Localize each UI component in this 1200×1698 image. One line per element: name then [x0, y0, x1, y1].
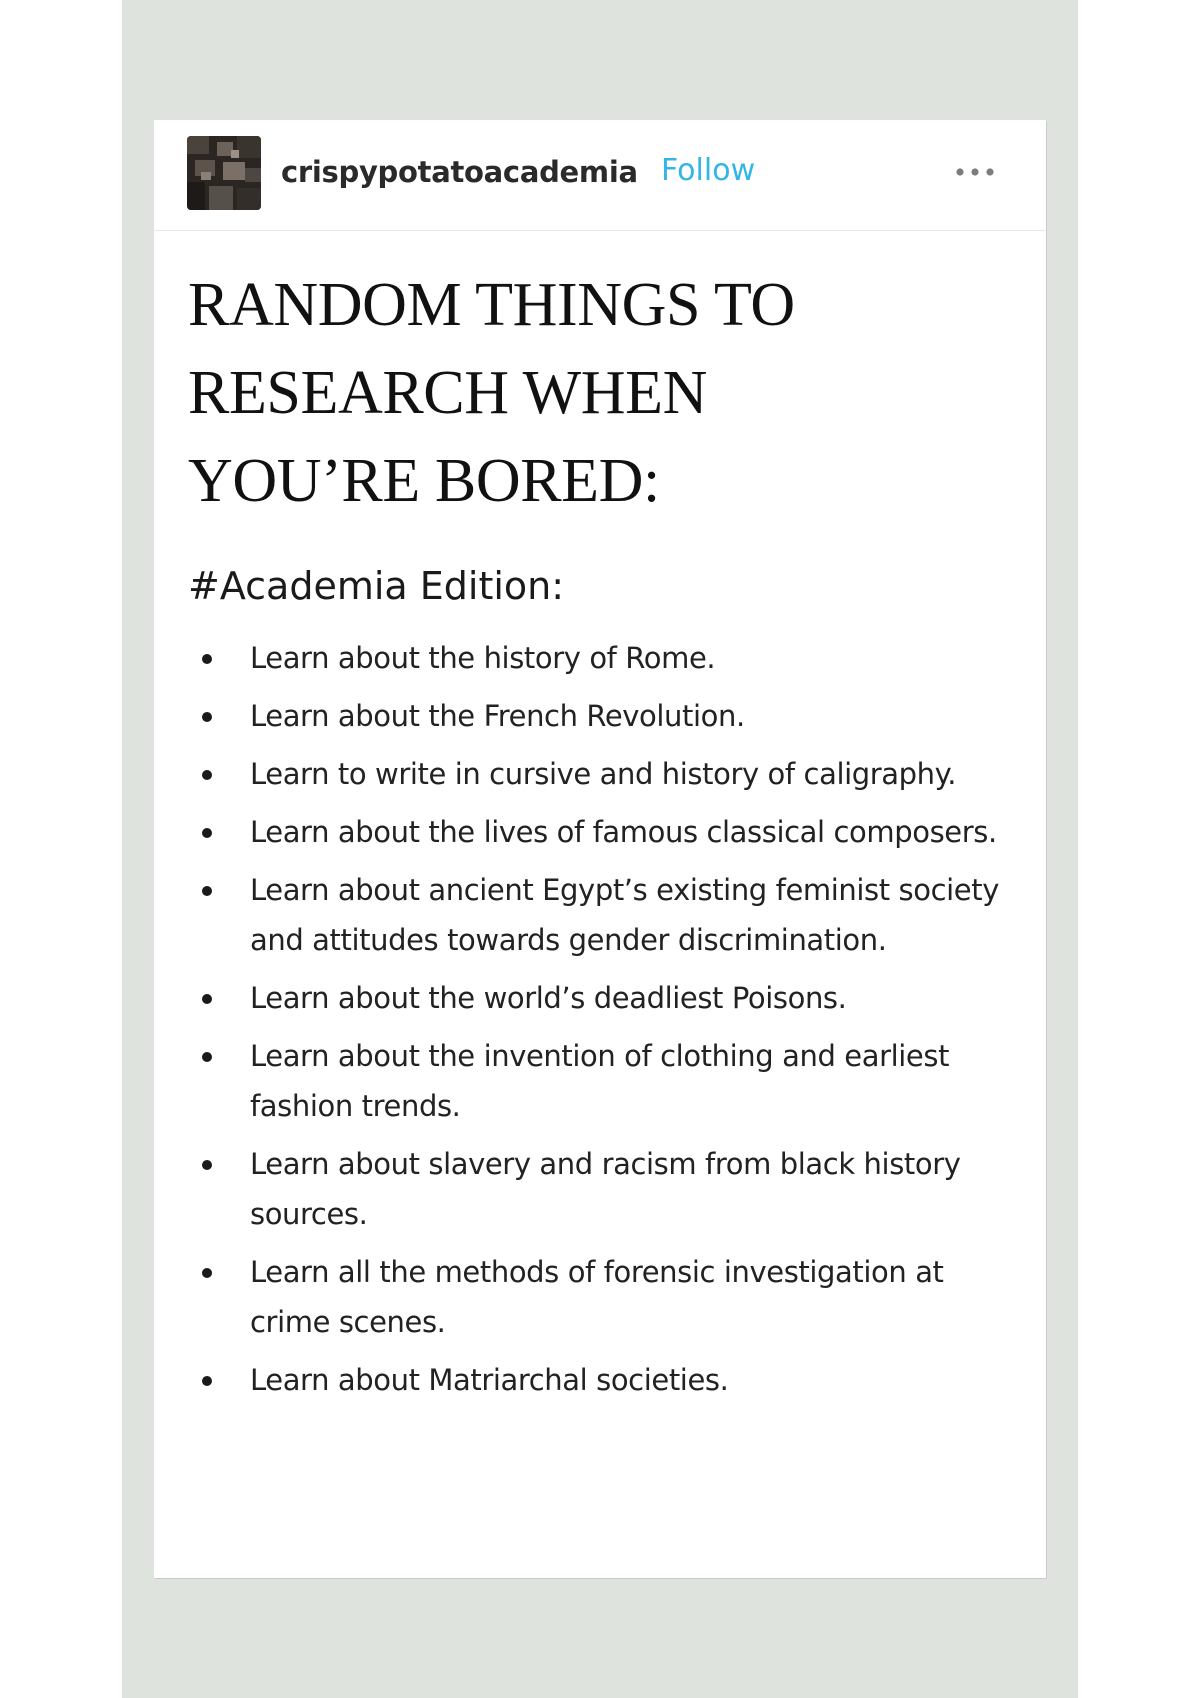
post-header — [154, 120, 1046, 231]
list-item-text: Learn about the lives of famous classical composers. — [250, 815, 997, 849]
avatar[interactable] — [187, 136, 261, 210]
bullet-icon — [202, 1160, 212, 1170]
list-item — [188, 691, 1026, 741]
research-list — [188, 633, 1026, 1405]
list-item-text: Learn about ancient Egypt’s existing feminist society and attitudes towards gender discrimination. — [250, 873, 999, 957]
avatar-image — [187, 136, 261, 210]
follow-button[interactable]: Follow — [661, 153, 756, 188]
list-item — [188, 1247, 1026, 1347]
list-item-text: Learn about Matriarchal societies. — [250, 1363, 729, 1397]
post-title-line: YOU’RE BORED: — [188, 447, 660, 515]
list-item-text: Learn about the French Revolution. — [250, 699, 745, 733]
list-item — [188, 633, 1026, 683]
bullet-icon — [202, 1052, 212, 1062]
bullet-icon — [202, 828, 212, 838]
post-card — [154, 120, 1046, 1578]
bullet-icon — [202, 654, 212, 664]
bullet-icon — [202, 770, 212, 780]
list-item — [188, 1139, 1026, 1239]
post-title — [188, 261, 1026, 525]
list-item-text: Learn to write in cursive and history of caligraphy. — [250, 757, 957, 791]
post-subtitle: #Academia Edition: — [188, 564, 565, 608]
bullet-icon — [202, 886, 212, 896]
bullet-icon — [202, 1268, 212, 1278]
post-body — [154, 261, 1046, 1405]
list-item — [188, 749, 1026, 799]
post-title-line: RESEARCH WHEN — [188, 359, 707, 427]
more-options-button[interactable] — [952, 160, 998, 184]
list-item — [188, 807, 1026, 857]
post-title-line: RANDOM THINGS TO — [188, 271, 795, 339]
list-item — [188, 1031, 1026, 1131]
list-item-text: Learn about slavery and racism from black history sources. — [250, 1147, 961, 1231]
list-item — [188, 1355, 1026, 1405]
bullet-icon — [202, 1376, 212, 1386]
list-item — [188, 865, 1026, 965]
bullet-icon — [202, 994, 212, 1004]
more-options-icon — [952, 160, 998, 184]
list-item-text: Learn about the history of Rome. — [250, 641, 716, 675]
list-item-text: Learn about the world’s deadliest Poisons. — [250, 981, 847, 1015]
post-username[interactable]: crispypotatoacademia — [281, 155, 638, 189]
bullet-icon — [202, 712, 212, 722]
list-item-text: Learn all the methods of forensic investigation at crime scenes. — [250, 1255, 944, 1339]
list-item — [188, 973, 1026, 1023]
list-item-text: Learn about the invention of clothing and earliest fashion trends. — [250, 1039, 950, 1123]
